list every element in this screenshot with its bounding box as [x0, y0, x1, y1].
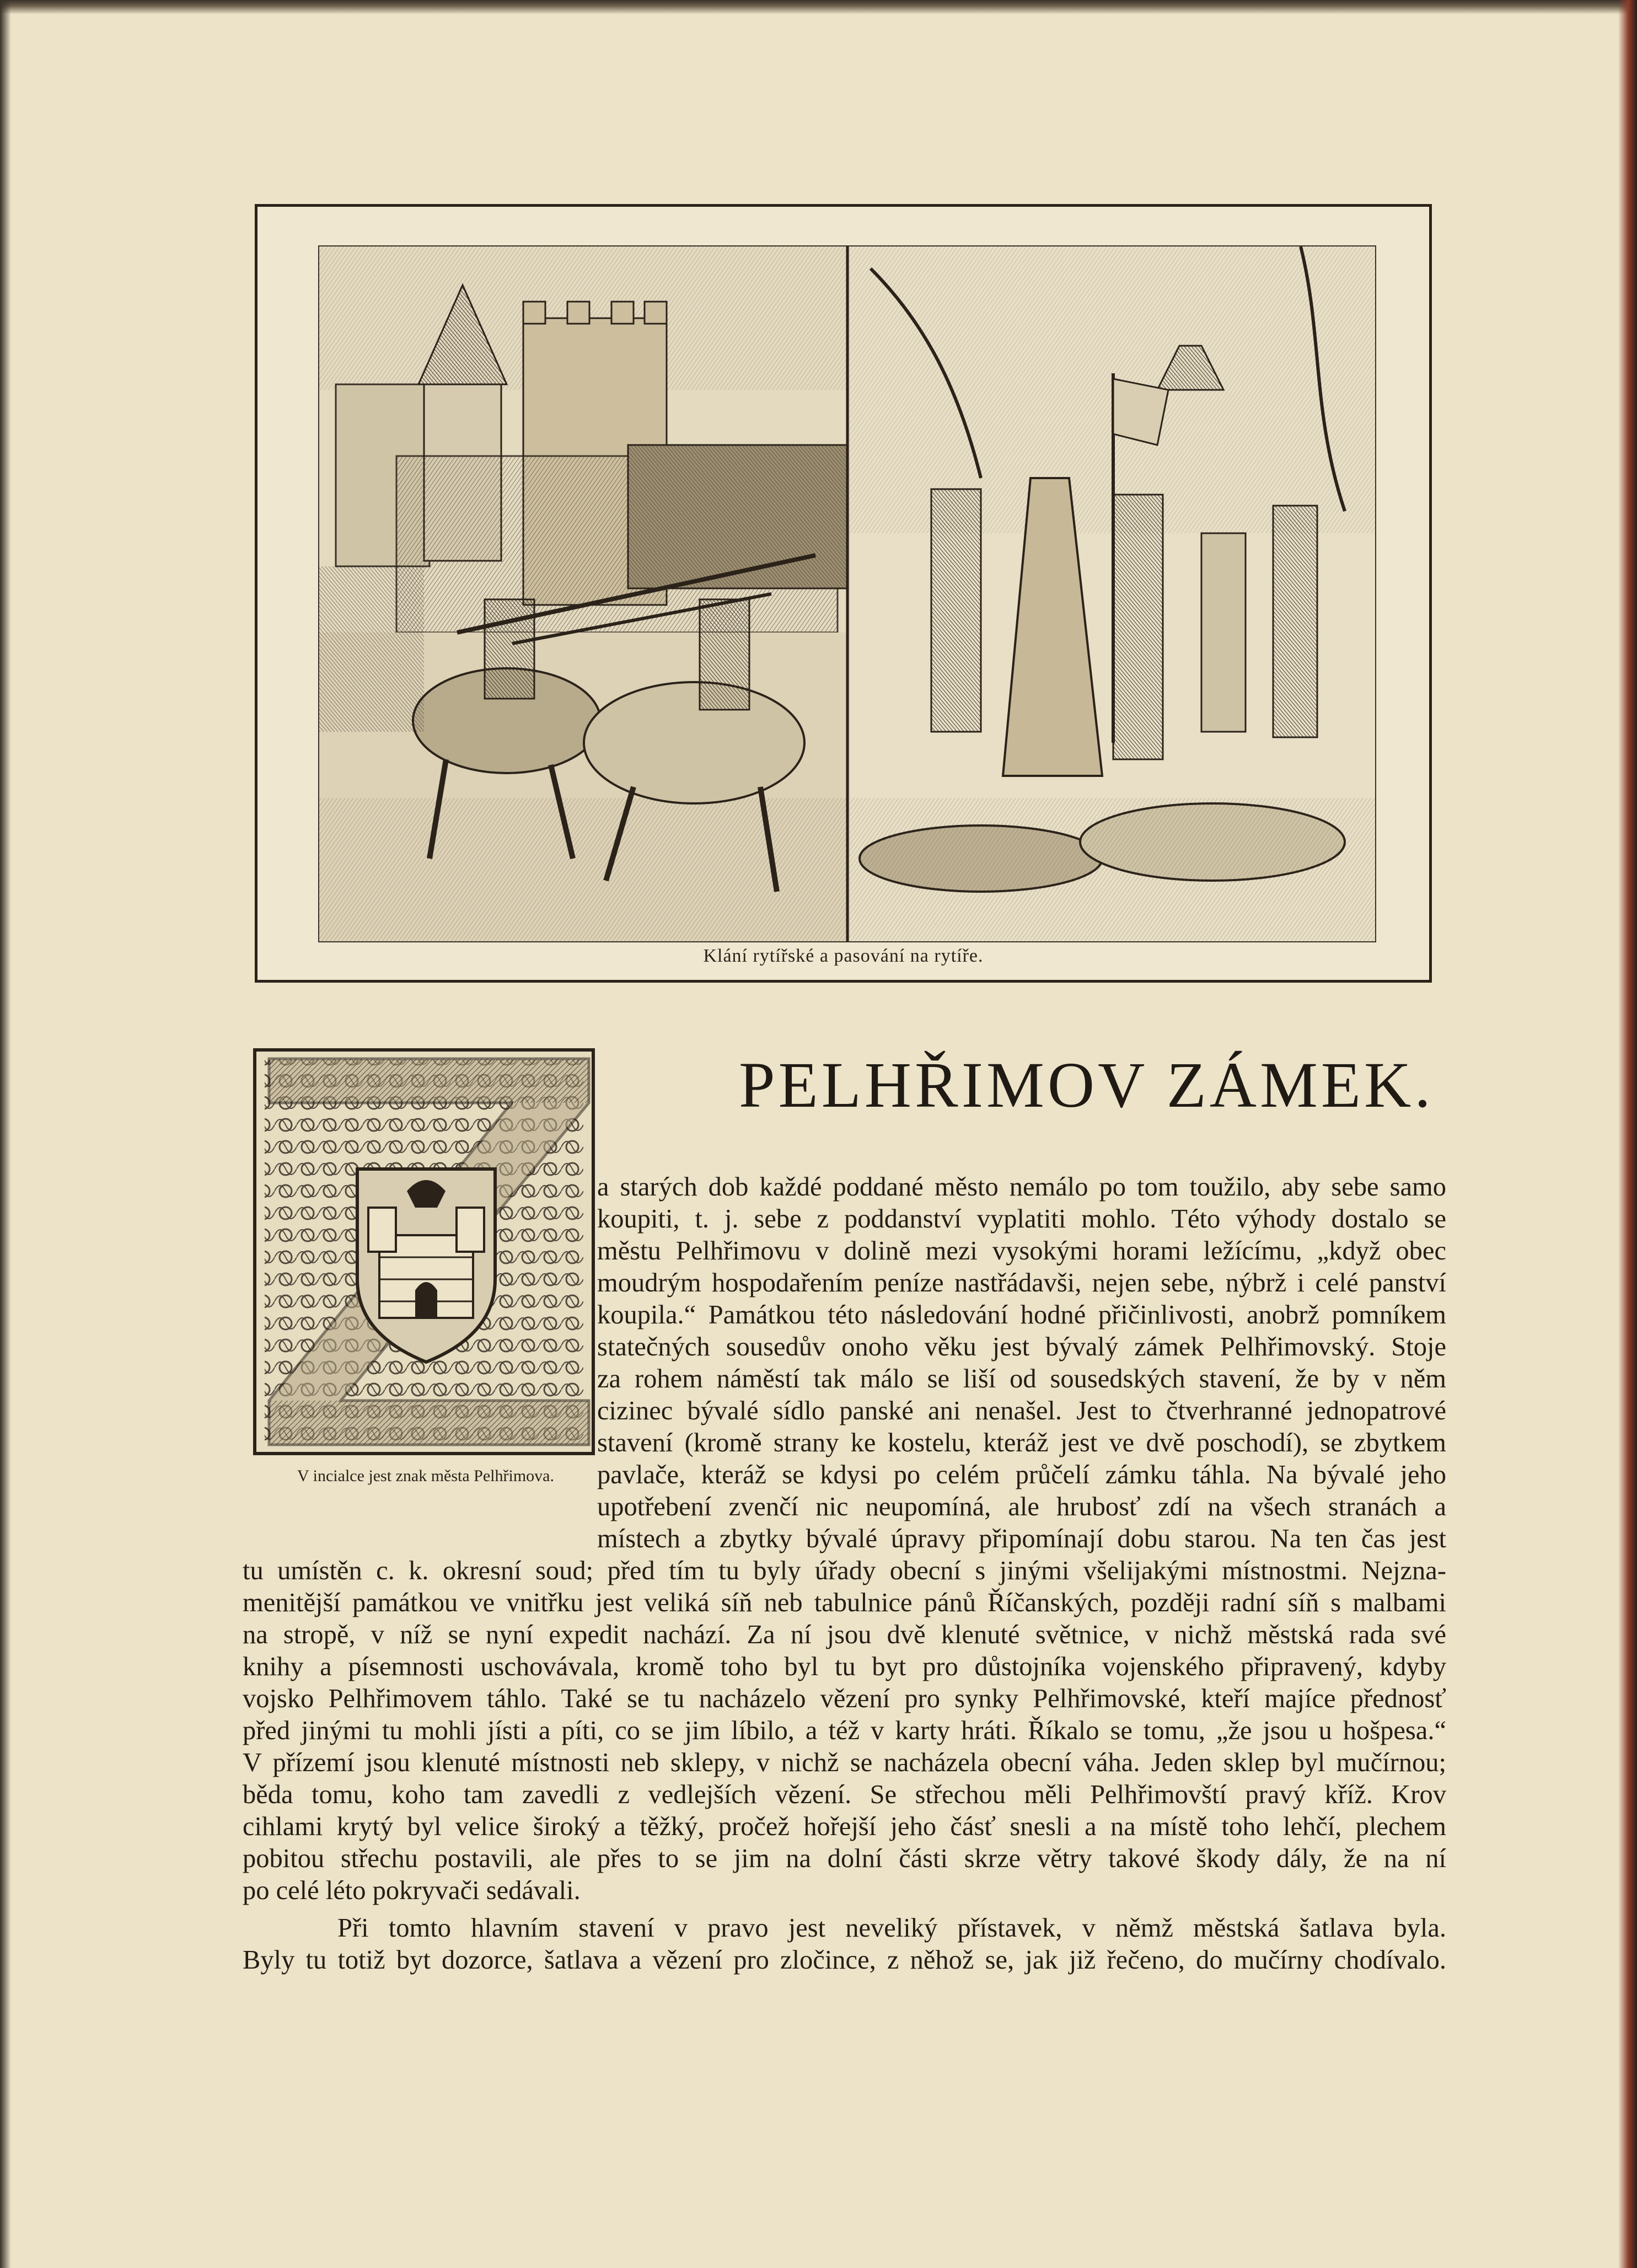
decorated-initial [253, 1048, 595, 1456]
text-line: na stropě, v níž se nyní expedit nachází. Za ní jsou dvě klenuté světnice, v nichž městská rada své [243, 1620, 1446, 1649]
text-line: V přízemí jsou klenuté místnosti neb sklepy, v nichž se nacházela obecní váha. Jeden sklep byl mučírnou; [243, 1748, 1446, 1777]
engraving-illustration [318, 245, 1376, 942]
plate-caption: Klání rytířské a pasování na rytíře. [703, 946, 984, 966]
text-line: cizinec bývalé sídlo panské ani nenašel. Jest to čtverhranné jednopatrové [597, 1396, 1446, 1425]
text-line: městu Pelhřimovu v dolině mezi vysokými horami ležícímu, „když obec [597, 1236, 1446, 1266]
text-line: menitější památkou ve vnitřku jest veliká síň neb tabulnice pánů Říčanských, později radní síň s malbami [243, 1588, 1446, 1617]
chapter-title: PELHŘIMOV ZÁMEK. [739, 1049, 1434, 1121]
text-line: knihy a písemnosti uschovávala, kromě toho byl tu byt pro důstojníka vojenského připravený, kdyby [243, 1652, 1446, 1681]
page-binding-edge [1618, 0, 1637, 2268]
text-line: koupila.“ Památkou této následování hodné přičinlivosti, anobrž pomníkem [597, 1300, 1446, 1329]
text-line: moudrým hospodařením peníze nastřádavši, nejen sebe, nýbrž i celé panství [597, 1268, 1446, 1297]
text-line: pobitou střechu postavili, ale přes to se jim na dolní části skrze větry takové škody dály, že na ní [243, 1844, 1446, 1873]
text-line: a starých dob každé poddané město nemálo po tom toužilo, aby sebe samo [597, 1172, 1446, 1202]
text-line: tu umístěn c. k. okresní soud; před tím tu byly úřady obecní s jinými všelijakými místnostmi. Nejzna- [243, 1556, 1446, 1585]
page-edge-top [0, 0, 1637, 14]
text-line: po celé léto pokryvači sedávali. [243, 1876, 581, 1905]
text-line: upotřebení zvenčí nic neupomíná, ale hrubosť zdí na všech stranách a [597, 1492, 1446, 1521]
text-line: Byly tu totiž byt dozorce, šatlava a vězení pro zločince, z něhož se, jak již řečeno, do mučírny chodívalo. [243, 1945, 1446, 1975]
text-line: před jinými tu mohli jísti a píti, co se jim líbilo, a též v karty hráti. Říkalo se tomu, „že jsou u hošpesa.“ [243, 1716, 1446, 1745]
text-line: běda tomu, koho tam zavedli z vedlejších vězení. Se střechou měli Pelhřimovští pravý kříž. Krov [243, 1780, 1446, 1809]
text-line: vojsko Pelhřimovem táhlo. Také se tu nacházelo vězení pro synky Pelhřimovské, kteří majíce přednosť [243, 1684, 1446, 1713]
engraving-picture [319, 246, 1375, 941]
text-line: statečných sousedův onoho věku jest bývalý zámek Pelhřimovský. Stoje [597, 1332, 1446, 1361]
text-line: místech a zbytky bývalé úpravy připomínají dobu starou. Na ten čas jest [597, 1524, 1446, 1553]
text-line: koupiti, t. j. sebe z poddanství vyplatiti mohlo. Této výhody dostalo se [597, 1204, 1446, 1234]
text-line: za rohem náměstí tak málo se liší od sousedských stavení, že by v něm [597, 1364, 1446, 1393]
coat-of-arms-initial-picture [253, 1048, 595, 1456]
engraving-plate [255, 204, 1432, 983]
initial-caption: V incialce jest znak města Pelhřimova. [297, 1467, 554, 1485]
page-edge-left [0, 0, 11, 2268]
text-line: Při tomto hlavním stavení v pravo jest neveliký přístavek, v němž městská šatlava byla. [337, 1913, 1446, 1943]
text-line: pavlače, kteráž se kdysi po celém průčelí zámku táhla. Na bývalé jeho [597, 1460, 1446, 1489]
text-line: cihlami krytý byl velice široký a těžký, pročež hořejší jeho čásť snesli a na místě toho lehčí, plechem [243, 1812, 1446, 1841]
text-line: stavení (kromě strany ke kostelu, kteráž jest ve dvě poschodí), se zbytkem [597, 1428, 1446, 1457]
